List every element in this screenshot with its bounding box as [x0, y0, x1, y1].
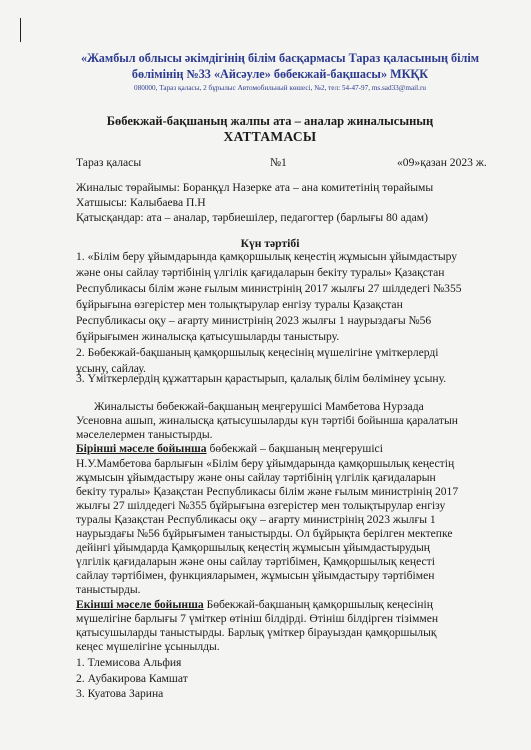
- q1-line: жылғы 27 шілдедегі №355 бұйрығына өзгерістер мен толықтырулар енгізу: [76, 499, 446, 512]
- q1-line: таныстырды.: [76, 583, 141, 596]
- meta-number: №1: [270, 156, 287, 169]
- agenda-line: ұсыну, сайлау.: [76, 362, 146, 375]
- header-address: 080000, Тараз қаласы, 2 бұрылыс Автомобильный көшесі, №2, тел: 54-47-97, ms.sad33@mail.ru: [134, 84, 426, 92]
- q1-line: туралы Қазақстан Республикасы оқу – ағарту министрінің 2023 жылғы 1: [76, 513, 436, 526]
- document-title: Бөбекжай-бақшаның жалпы ата – аналар жиналысының: [106, 114, 434, 128]
- margin-mark: [20, 18, 21, 42]
- chair-line: Жиналыс төрайымы: Боранқұл Назерке ата – ана комитетінің төрайымы: [76, 181, 434, 194]
- q1-line: дейінгі ұйымдарда Қамқоршылық кеңестің жұмысын ұйымдастырудың: [76, 541, 430, 554]
- candidate-item: 2. Аубакирова Камшат: [76, 672, 188, 685]
- agenda-line: 1. «Білім беру ұйымдарында қамқоршылық кеңестің жұмысын ұйымдастыру: [76, 250, 458, 263]
- q1-line: бекіту туралы» Қазақстан Республикасы білім және ғылым министрінің 2017: [76, 485, 459, 498]
- intro-line: Жиналысты бөбекжай-бақшаның меңгерушісі Мамбетова Нурзада: [94, 400, 424, 413]
- participants-line: Қатысқандар: ата – аналар, тәрбиешілер, педагогтер (барлығы 80 адам): [76, 211, 428, 224]
- agenda-line: Республикасы білім және ғылым министрінің 2017 жылғы 27 шілдедегі №355: [76, 282, 462, 295]
- agenda-heading: Күн тәртібі: [240, 237, 300, 250]
- header-line-1: «Жамбыл облысы әкімдігінің білім басқармасы Тараз қаласының білім: [80, 51, 480, 65]
- meta-date: «09»қазан 2023 ж.: [397, 156, 487, 169]
- q2-line: мүшелігіне барлығы 7 үміткер өтініш білдірді. Өтініш білдірген тізіммен: [76, 612, 439, 625]
- agenda-line: бұйрығымен жиналысқа қатысушыларды таныстыру.: [76, 330, 340, 343]
- intro-line: мәселелермен таныстырды.: [76, 428, 213, 441]
- header-line-2: бөлімінің №33 «Айсәуле» бөбекжай-бақшасы» МКҚК: [131, 67, 429, 81]
- agenda-line: бұйрығына өзгерістер мен толықтырулар енгізу туралы Қазақстан: [76, 298, 403, 311]
- meta-city: Тараз қаласы: [76, 156, 142, 169]
- q2-line: кеңес мүшелігіне ұсынылды.: [76, 640, 220, 653]
- question-2-text: Бөбекжай-бақшаның қамқоршылық кеңесінің: [203, 598, 433, 611]
- question-1-text: бөбекжай – бақшаның меңгерушісі: [206, 442, 383, 455]
- q1-line: үлгілік қағидаларын және оны сайлау тәртібімен, Қамқоршылық кеңесті: [76, 555, 435, 568]
- q1-line: Н.У.Мамбетова барлығын «Білім беру ұйымдарында қамқоршылық кеңестің: [76, 457, 455, 470]
- agenda-line: 2. Бөбекжай-бақшаның қамқоршылық кеңесінің мүшелігіне үміткерлерді: [76, 346, 439, 359]
- candidate-item: 3. Куатова Зарина: [76, 687, 164, 700]
- intro-line: Усеновна ашып, жиналысқа қатысушыларды күн тәртібі бойынша қаралатын: [76, 414, 458, 427]
- document-type: ХАТТАМАСЫ: [223, 129, 317, 144]
- question-1-label: Бірінші мәселе бойынша: [76, 442, 207, 455]
- candidate-item: 1. Тлемисова Альфия: [76, 656, 182, 669]
- agenda-line: және оны сайлау тәртібінің үлгілік қағидаларын бекіту туралы» Қазақстан: [76, 266, 445, 279]
- q2-line: қатысушыларды таныстырды. Барлық үміткер бірауыздан қамқоршылық: [76, 626, 437, 639]
- question-1-paragraph: [76, 442, 383, 455]
- q1-line: наурыздағы №56 бұйрығымен таныстырды. Ол бұйрықта берілген мектепке: [76, 527, 453, 540]
- agenda-line: Республикасы оқу – ағарту министрінің 2023 жылғы 1 наурыздағы №56: [76, 314, 432, 327]
- question-2-label: Екінші мәселе бойынша: [76, 598, 204, 611]
- question-2-paragraph: [76, 598, 433, 611]
- q1-line: сайлау тәртібімен, функцияларымен, жұмысын ұйымдастыру тәртібімен: [76, 569, 435, 582]
- agenda-line: 3. Үміткерлердің құжаттарын қарастырып, қалалық білім бөлімінеу ұсыну.: [76, 372, 447, 385]
- secretary-line: Хатшысы: Калыбаева П.Н: [76, 196, 206, 209]
- q1-line: жұмысын ұйымдастыру және оны сайлау тәртібінің үлгілік қағидаларын: [76, 471, 436, 484]
